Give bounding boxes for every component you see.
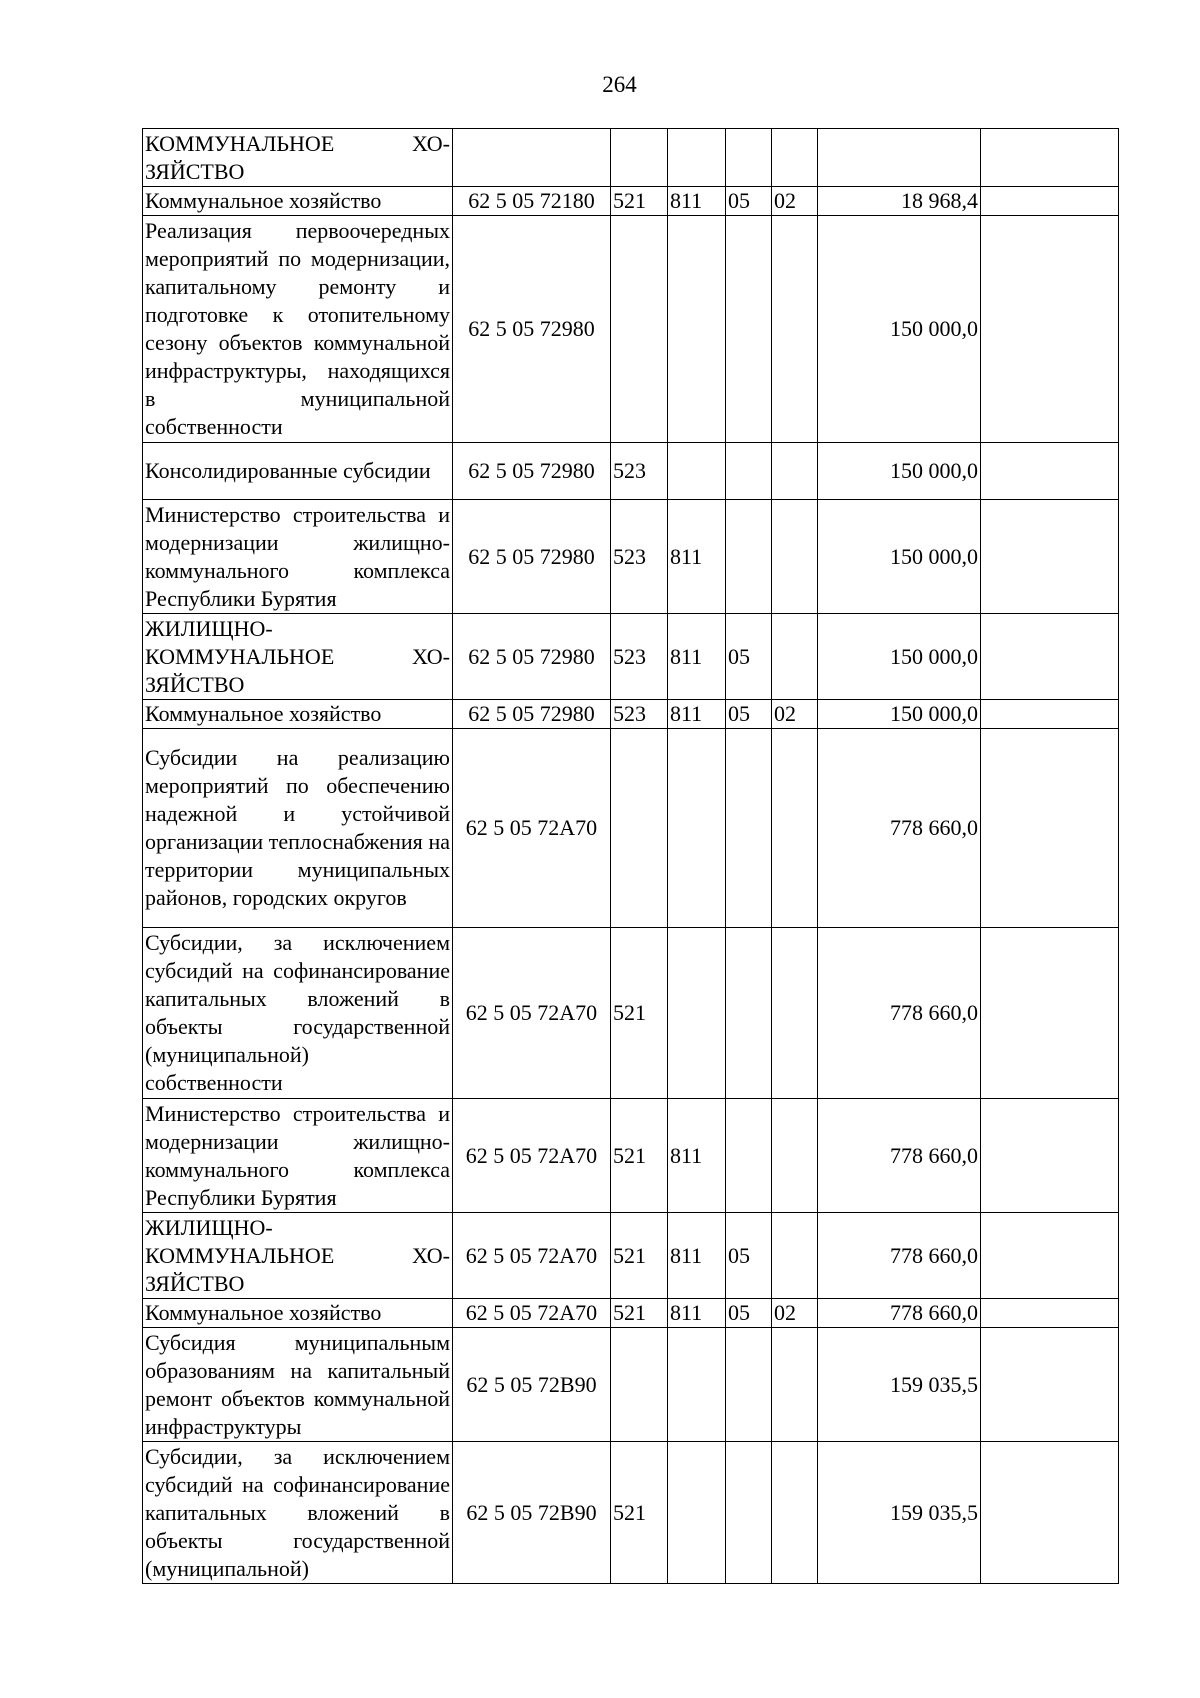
row-administrator-code [668,216,726,443]
row-section [726,1328,772,1442]
row-target-item [453,129,611,187]
row-expense-type: 521 [611,1213,668,1299]
row-subsection [772,729,818,928]
row-section: 05 [726,700,772,729]
row-expense-type [611,216,668,443]
row-administrator-code [668,1328,726,1442]
row-amount: 159 035,5 [818,1328,981,1442]
table-row [143,500,1119,614]
row-administrator-code [668,129,726,187]
row-name: ЖИЛИЩНО-КОММУНАЛЬНОЕ ХО-ЗЯЙСТВО [143,614,453,700]
row-target-item: 62 5 05 72А70 [453,1299,611,1328]
row-administrator-code: 811 [668,1099,726,1213]
row-name: ЖИЛИЩНО-КОММУНАЛЬНОЕ ХО-ЗЯЙСТВО [143,1213,453,1299]
row-amount: 150 000,0 [818,443,981,500]
row-subsection [772,500,818,614]
row-section: 05 [726,614,772,700]
table-row [143,729,1119,928]
row-amount: 159 035,5 [818,1442,981,1584]
row-target-item: 62 5 05 72980 [453,216,611,443]
row-subsection [772,216,818,443]
row-administrator-code: 811 [668,1213,726,1299]
row-extra-cell [981,1328,1119,1442]
table-row [143,187,1119,216]
table-row [143,928,1119,1099]
row-expense-type: 523 [611,500,668,614]
row-name: Коммунальное хозяйство [143,187,453,216]
row-administrator-code: 811 [668,500,726,614]
row-section [726,129,772,187]
row-amount: 150 000,0 [818,700,981,729]
row-extra-cell [981,443,1119,500]
row-administrator-code: 811 [668,700,726,729]
table-row [143,1442,1119,1584]
row-target-item: 62 5 05 72980 [453,700,611,729]
row-section [726,1099,772,1213]
row-subsection [772,614,818,700]
row-section [726,1442,772,1584]
row-name: Реализация первоочередных мероприятий по модернизации, капитальному ремонту и подготовке к отопительному сезону объектов коммунальной инфраструктуры, находящихся в муниципальной собственности [143,216,453,443]
row-name: Коммунальное хозяйство [143,700,453,729]
row-target-item: 62 5 05 72А70 [453,729,611,928]
row-expense-type: 521 [611,1442,668,1584]
table-row [143,216,1119,443]
row-section: 05 [726,1213,772,1299]
row-target-item: 62 5 05 72980 [453,443,611,500]
row-expense-type [611,129,668,187]
row-administrator-code [668,729,726,928]
row-target-item: 62 5 05 72А70 [453,928,611,1099]
row-subsection: 02 [772,187,818,216]
row-amount: 778 660,0 [818,1099,981,1213]
row-subsection: 02 [772,700,818,729]
row-amount: 18 968,4 [818,187,981,216]
row-target-item: 62 5 05 72980 [453,500,611,614]
row-target-item: 62 5 05 72А70 [453,1213,611,1299]
page-number: 264 [602,72,637,97]
row-amount: 778 660,0 [818,928,981,1099]
table-row [143,1099,1119,1213]
row-section [726,729,772,928]
row-name: Субсидия муниципальным образованиям на капитальный ремонт объектов коммунальной инфраструктуры [143,1328,453,1442]
row-extra-cell [981,614,1119,700]
row-subsection [772,1328,818,1442]
table-row [143,1328,1119,1442]
row-extra-cell [981,928,1119,1099]
row-expense-type: 523 [611,443,668,500]
row-expense-type: 523 [611,700,668,729]
row-amount [818,129,981,187]
row-subsection: 02 [772,1299,818,1328]
row-amount: 150 000,0 [818,614,981,700]
table-row [143,129,1119,187]
row-extra-cell [981,1299,1119,1328]
table-row [143,1213,1119,1299]
budget-table [142,128,1119,1584]
row-extra-cell [981,1099,1119,1213]
row-target-item: 62 5 05 72В90 [453,1442,611,1584]
row-amount: 778 660,0 [818,1299,981,1328]
row-name: Коммунальное хозяйство [143,1299,453,1328]
row-administrator-code [668,1442,726,1584]
row-expense-type: 521 [611,1099,668,1213]
row-target-item: 62 5 05 72980 [453,614,611,700]
row-section [726,443,772,500]
row-extra-cell [981,1442,1119,1584]
row-administrator-code: 811 [668,614,726,700]
row-section [726,216,772,443]
row-amount: 778 660,0 [818,1213,981,1299]
row-extra-cell [981,129,1119,187]
row-expense-type: 521 [611,187,668,216]
row-name: Субсидии на реализацию мероприятий по обеспечению надежной и устойчивой организации теплоснабжения на территории муниципальных районов, городских округов [143,729,453,928]
row-extra-cell [981,1213,1119,1299]
row-name: Субсидии, за исключением субсидий на софинансирование капитальных вложений в объекты государственной (муниципальной) [143,1442,453,1584]
row-subsection [772,1442,818,1584]
row-amount: 778 660,0 [818,729,981,928]
row-target-item: 62 5 05 72180 [453,187,611,216]
row-section [726,500,772,614]
table-row [143,443,1119,500]
row-name: Субсидии, за исключением субсидий на софинансирование капитальных вложений в объекты государственной (муниципальной) собственности [143,928,453,1099]
row-expense-type [611,729,668,928]
table-row [143,1299,1119,1328]
row-section: 05 [726,187,772,216]
row-expense-type: 521 [611,928,668,1099]
row-extra-cell [981,700,1119,729]
row-expense-type: 521 [611,1299,668,1328]
row-name: Министерство строительства и модернизации жилищно-коммунального комплекса Республики Бурятия [143,500,453,614]
row-administrator-code: 811 [668,187,726,216]
row-administrator-code: 811 [668,1299,726,1328]
row-subsection [772,928,818,1099]
row-section [726,928,772,1099]
table-row [143,614,1119,700]
row-extra-cell [981,216,1119,443]
row-subsection [772,1213,818,1299]
row-amount: 150 000,0 [818,500,981,614]
row-target-item: 62 5 05 72В90 [453,1328,611,1442]
row-section: 05 [726,1299,772,1328]
row-administrator-code [668,443,726,500]
row-name: Консолидированные субсидии [143,443,453,500]
row-amount: 150 000,0 [818,216,981,443]
row-subsection [772,129,818,187]
row-target-item: 62 5 05 72А70 [453,1099,611,1213]
row-extra-cell [981,500,1119,614]
table-row [143,700,1119,729]
row-administrator-code [668,928,726,1099]
row-subsection [772,1099,818,1213]
row-expense-type: 523 [611,614,668,700]
row-name: Министерство строительства и модернизации жилищно-коммунального комплекса Республики Бурятия [143,1099,453,1213]
row-extra-cell [981,729,1119,928]
row-name: КОММУНАЛЬНОЕ ХО-ЗЯЙСТВО [143,129,453,187]
row-extra-cell [981,187,1119,216]
row-expense-type [611,1328,668,1442]
row-subsection [772,443,818,500]
